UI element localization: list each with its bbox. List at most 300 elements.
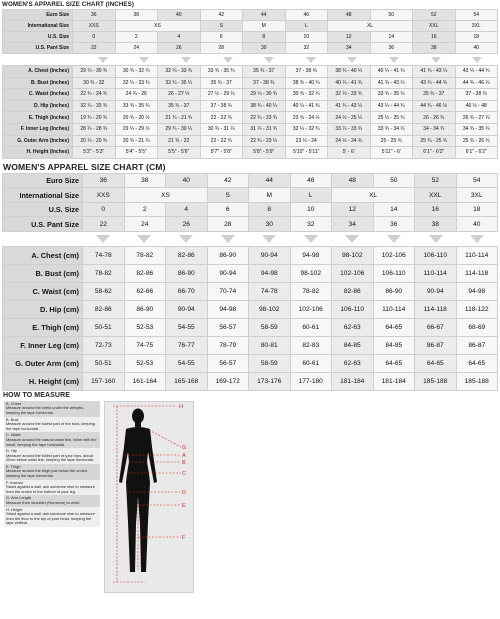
measurement-cell: 74-78 — [83, 246, 125, 264]
cm-arrow-row — [2, 232, 498, 246]
inches-arrow-row — [2, 54, 498, 65]
measurement-cell: 43 ¼ - 44 ¾ — [370, 100, 413, 112]
size-cell: 10 — [290, 202, 332, 217]
measurement-cell: 165-168 — [166, 372, 208, 390]
measurement-cell: 35 ¾ - 37 — [158, 100, 201, 112]
measurement-cell: 40 ¼ - 41 ¾ — [328, 77, 371, 89]
measurement-cell: 78-82 — [83, 264, 125, 282]
measurement-cell: 5'2" - 5'3" — [73, 147, 116, 159]
measurement-cell: 24 ½ - 24 ¾ — [328, 135, 371, 147]
measurement-label: A. Chest (Inches) — [3, 66, 73, 78]
measurement-cell: 82-86 — [83, 300, 125, 318]
size-cell: 28 — [207, 217, 249, 232]
measurement-cell: 25 ¾ - 25 ¾ — [413, 135, 456, 147]
size-cell: 8 — [249, 202, 291, 217]
size-cell: 52 — [415, 173, 457, 188]
measurement-cell: 21 ¾ - 22 — [158, 135, 201, 147]
measurement-cell: 32 ¼ - 33 ¾ — [73, 100, 116, 112]
measurement-cell: 22 ¾ - 23 ¾ — [243, 112, 286, 124]
measurement-cell: 68-69 — [456, 318, 498, 336]
measurement-cell: 29 ¼ - 30 ¾ — [73, 66, 116, 78]
measurement-cell: 98-102 — [249, 300, 291, 318]
size-cell: 34 — [332, 217, 374, 232]
measurement-cell: 52-53 — [124, 318, 166, 336]
measurement-cell: 24 ¾ - 26 — [115, 89, 158, 101]
measurement-cell: 30 ¾ - 31 ¼ — [200, 123, 243, 135]
measurement-cell: 58-59 — [249, 354, 291, 372]
size-cell: 50 — [370, 10, 413, 21]
inches-chart-title: WOMEN'S APPAREL SIZE CHART (INCHES) — [2, 1, 135, 8]
legend-item-name: G. Arm Length — [6, 495, 32, 501]
measurement-cell: 29 ¾ - 30 ¼ — [158, 123, 201, 135]
measurement-cell: 185-188 — [456, 372, 498, 390]
measurement-cell: 38 ¾ - 40 ¼ — [285, 77, 328, 89]
size-cell: 0 — [73, 32, 116, 43]
measurement-cell: 66-67 — [415, 318, 457, 336]
measurement-cell: 62-63 — [332, 318, 374, 336]
measurement-row — [3, 100, 498, 112]
size-header-row — [3, 188, 498, 203]
measurement-cell: 78-79 — [207, 336, 249, 354]
measurement-cell: 30 ¾ - 32 ¼ — [115, 66, 158, 78]
how-to-measure-title: HOW TO MEASURE — [3, 391, 70, 399]
measurement-cell: 5'11" - 6' — [370, 147, 413, 159]
measurement-cell: 76-77 — [166, 336, 208, 354]
size-cell: XXL — [415, 188, 457, 203]
size-cell: 12 — [332, 202, 374, 217]
size-cell: 46 — [290, 173, 332, 188]
measurement-cell: 181-184 — [373, 372, 415, 390]
size-cell: M — [243, 21, 286, 32]
measurement-cell: 20 ¾ - 21 ¼ — [115, 135, 158, 147]
size-header-row — [3, 217, 498, 232]
measurement-cell: 94-98 — [290, 246, 332, 264]
size-header-row — [3, 32, 498, 43]
size-cell: 38 — [415, 217, 457, 232]
legend-item-name: H. Height — [6, 506, 23, 512]
measurement-cell: 22 ¾ - 24 ¾ — [73, 89, 116, 101]
measurement-cell: 26 - 26 ¾ — [413, 112, 456, 124]
measurement-cell: 5'5" - 5'6" — [158, 147, 201, 159]
measurement-cell: 177-180 — [290, 372, 332, 390]
marker-g: G — [182, 444, 187, 451]
measurement-cell: 58-59 — [249, 318, 291, 336]
measurement-cell: 46 ½ - 48 — [455, 100, 498, 112]
measurement-cell: 72-73 — [83, 336, 125, 354]
measurement-cell: 41 ¾ - 43 ¼ — [413, 66, 456, 78]
legend-item-text: Measure around the thigh just below the crotch, keeping the tape horizontal. — [6, 468, 88, 479]
marker-a: A — [182, 452, 186, 459]
size-cell: 6 — [207, 202, 249, 217]
measurement-cell: 21 ¾ - 21 ¾ — [158, 112, 201, 124]
measurement-cell: 106-110 — [373, 264, 415, 282]
size-cell: 36 — [73, 10, 116, 21]
size-cell: S — [207, 188, 249, 203]
measurement-label: H. Height (cm) — [3, 372, 83, 390]
size-cell: 8 — [243, 32, 286, 43]
measurement-row — [3, 372, 498, 390]
size-cell: 42 — [207, 173, 249, 188]
measurement-label: H. Height (Inches) — [3, 147, 73, 159]
legend-item — [4, 448, 100, 464]
size-cell: 44 — [249, 173, 291, 188]
legend-item-text: Stand against a wall, ask someone else to measure from the floor to the top of your head, keeping the tape vertical. — [6, 511, 95, 526]
measurement-cell: 43 ¼ - 44 ¾ — [413, 77, 456, 89]
measurement-cell: 64-65 — [373, 318, 415, 336]
legend-item-name: B. Bust — [6, 416, 19, 422]
measurement-row — [3, 66, 498, 78]
cm-measurement-table — [2, 246, 498, 391]
measurement-cell: 90-94 — [207, 264, 249, 282]
size-cell: 40 — [166, 173, 208, 188]
row-label: U.S. Pant Size — [3, 43, 73, 54]
measurement-row — [3, 246, 498, 264]
how-to-measure-section — [2, 401, 498, 597]
measurement-row — [3, 89, 498, 101]
measurement-cell: 32 ¼ - 33 ¾ — [115, 77, 158, 89]
measurement-label: C. Waist (Inches) — [3, 89, 73, 101]
measurement-cell: 98-102 — [332, 246, 374, 264]
legend-item-name: C. Waist — [6, 432, 21, 438]
size-cell: 36 — [373, 217, 415, 232]
inches-measurement-table — [2, 65, 498, 159]
measurement-cell: 106-110 — [332, 300, 374, 318]
measurement-cell: 33 ¼ - 33 ¾ — [328, 123, 371, 135]
measurement-cell: 78-82 — [290, 282, 332, 300]
size-cell: 14 — [370, 32, 413, 43]
measurement-label: E. Thigh (Inches) — [3, 112, 73, 124]
row-label: International Size — [3, 188, 83, 203]
measurement-cell: 22 ¾ - 23 ¼ — [243, 135, 286, 147]
measurement-cell: 5' - 6' — [328, 147, 371, 159]
measurement-cell: 86-90 — [166, 264, 208, 282]
size-cell: XS — [115, 21, 200, 32]
measurement-cell: 169-172 — [207, 372, 249, 390]
size-cell: 0 — [83, 202, 125, 217]
measurement-cell: 62-63 — [332, 354, 374, 372]
legend-item-name: F. Inseam — [6, 479, 23, 485]
size-cell: XL — [332, 188, 415, 203]
measurement-cell: 84-85 — [373, 336, 415, 354]
marker-b: B — [182, 459, 186, 466]
size-cell: 38 — [413, 43, 456, 54]
size-cell: 4 — [158, 32, 201, 43]
measurement-label: G. Outer Arm (cm) — [3, 354, 83, 372]
size-cell: 54 — [456, 173, 498, 188]
size-cell: 2 — [124, 202, 166, 217]
measurement-cell: 102-106 — [290, 300, 332, 318]
size-cell: 54 — [455, 10, 498, 21]
measurement-cell: 70-74 — [207, 282, 249, 300]
measurement-row — [3, 147, 498, 159]
measurement-cell: 44 ¾ - 46 ½ — [413, 100, 456, 112]
measurement-cell: 30 ¾ - 32 ¼ — [285, 89, 328, 101]
measurement-cell: 173-176 — [249, 372, 291, 390]
size-cell: L — [285, 21, 328, 32]
measurement-cell: 185-188 — [415, 372, 457, 390]
size-cell: 50 — [373, 173, 415, 188]
size-cell: 28 — [200, 43, 243, 54]
measurement-row — [3, 264, 498, 282]
measurement-cell: 32 ¼ - 33 ¾ — [328, 89, 371, 101]
legend-item — [4, 507, 100, 527]
measurement-cell: 35 ¾ - 37 — [413, 89, 456, 101]
measurement-label: D. Hip (Inches) — [3, 100, 73, 112]
size-cell: 36 — [370, 43, 413, 54]
size-cell: 32 — [290, 217, 332, 232]
measurement-label: C. Waist (cm) — [3, 282, 83, 300]
measurement-cell: 5'7" - 5'8" — [200, 147, 243, 159]
measurement-cell: 37 - 38 ¾ — [243, 77, 286, 89]
measurement-row — [3, 300, 498, 318]
measure-legend — [4, 401, 100, 591]
measurement-cell: 26 ¾ - 27 ¼ — [455, 112, 498, 124]
measurement-cell: 33 ¾ - 35 ¾ — [115, 100, 158, 112]
size-cell: L — [290, 188, 332, 203]
measurement-cell: 64-65 — [456, 354, 498, 372]
row-label: U.S. Size — [3, 202, 83, 217]
size-cell: 10 — [285, 32, 328, 43]
measurement-cell: 110-114 — [415, 264, 457, 282]
measurement-cell: 22 - 22 ¾ — [200, 135, 243, 147]
size-cell: 22 — [73, 43, 116, 54]
measurement-cell: 25 - 25 ¾ — [370, 135, 413, 147]
measurement-row — [3, 354, 498, 372]
size-cell: XL — [328, 21, 413, 32]
legend-item-name: D. Hip — [6, 448, 17, 454]
measurement-cell: 78-82 — [124, 246, 166, 264]
size-cell: 46 — [285, 10, 328, 21]
measurement-cell: 90-94 — [249, 246, 291, 264]
measurement-cell: 24 ½ - 25 ¼ — [328, 112, 371, 124]
measurement-cell: 33 ¾ - 35 ¼ — [158, 77, 201, 89]
measurement-row — [3, 336, 498, 354]
measurement-cell: 56-57 — [207, 318, 249, 336]
size-cell: 34 — [328, 43, 371, 54]
measurement-cell: 32 ¼ - 32 ¾ — [285, 123, 328, 135]
measurement-cell: 27 ½ - 29 ¼ — [200, 89, 243, 101]
legend-item-name: A. Chest — [6, 400, 21, 406]
marker-d: D — [182, 489, 186, 496]
legend-item-text: Measure around the natural waist line, inline with the navel, keeping the tape horizontal. — [6, 436, 97, 447]
legend-item-text: Measure around the fullest part of your hips, about 20cm below waist line, keeping the tape horizontal. — [6, 452, 94, 463]
measurement-cell: 6'1" - 6'2" — [455, 147, 498, 159]
measurement-cell: 22 - 22 ¾ — [200, 112, 243, 124]
measurement-label: B. Bust (cm) — [3, 264, 83, 282]
size-header-row — [3, 21, 498, 32]
legend-item-name: E. Thigh — [6, 463, 21, 469]
size-cell: 3XL — [455, 21, 498, 32]
measurement-cell: 161-164 — [124, 372, 166, 390]
measurement-cell: 66-70 — [166, 282, 208, 300]
measurement-cell: 34 - 34 ¾ — [413, 123, 456, 135]
size-cell: 18 — [456, 202, 498, 217]
row-label: Euro Size — [3, 10, 73, 21]
measurement-cell: 64-65 — [373, 354, 415, 372]
size-cell: 38 — [115, 10, 158, 21]
size-cell: 16 — [413, 32, 456, 43]
measurement-cell: 38 ¾ - 40 ¼ — [243, 100, 286, 112]
size-cell: 12 — [328, 32, 371, 43]
size-cell: XXL — [413, 21, 456, 32]
marker-f: F — [182, 534, 186, 541]
size-cell: 4 — [166, 202, 208, 217]
measurement-cell: 52-53 — [124, 354, 166, 372]
size-header-row — [3, 202, 498, 217]
body-figure — [104, 401, 194, 593]
row-label: International Size — [3, 21, 73, 32]
measurement-cell: 80-81 — [249, 336, 291, 354]
measurement-cell: 41 ¾ - 43 ¼ — [328, 100, 371, 112]
measurement-cell: 33 ¾ - 35 ¾ — [200, 66, 243, 78]
measurement-label: F. Inner Leg (cm) — [3, 336, 83, 354]
measurement-cell: 29 ¼ - 29 ½ — [115, 123, 158, 135]
measurement-cell: 60-61 — [290, 354, 332, 372]
measurement-cell: 37 - 38 ¾ — [455, 89, 498, 101]
measurement-cell: 110-114 — [456, 246, 498, 264]
measurement-cell: 50-51 — [83, 354, 125, 372]
measurement-cell: 54-55 — [166, 354, 208, 372]
measurement-cell: 82-83 — [290, 336, 332, 354]
measurement-label: D. Hip (cm) — [3, 300, 83, 318]
size-cell: 48 — [332, 173, 374, 188]
measurement-cell: 86-90 — [207, 246, 249, 264]
measurement-cell: 54-55 — [166, 318, 208, 336]
size-cell: 26 — [166, 217, 208, 232]
measurement-cell: 74-75 — [124, 336, 166, 354]
inches-size-table — [2, 9, 498, 54]
measurement-cell: 20 ¾ - 20 ½ — [115, 112, 158, 124]
measurement-cell: 86-87 — [456, 336, 498, 354]
legend-item — [4, 495, 100, 506]
cm-size-table — [2, 173, 498, 232]
size-cell: 24 — [124, 217, 166, 232]
marker-e: E — [182, 502, 186, 509]
measurement-label: E. Thigh (cm) — [3, 318, 83, 336]
measurement-cell: 5'4" - 5'5" — [115, 147, 158, 159]
measurement-cell: 50-51 — [83, 318, 125, 336]
size-cell: 26 — [158, 43, 201, 54]
measurement-row — [3, 112, 498, 124]
measurement-cell: 106-110 — [415, 246, 457, 264]
measurement-label: F. Inner Leg (Inches) — [3, 123, 73, 135]
measurement-cell: 5'10" - 5'11" — [285, 147, 328, 159]
measurement-cell: 56-57 — [207, 354, 249, 372]
size-cell: 40 — [158, 10, 201, 21]
measurement-cell: 90-94 — [166, 300, 208, 318]
legend-item — [4, 401, 100, 417]
measurement-row — [3, 135, 498, 147]
measurement-cell: 35 ¾ - 37 — [200, 77, 243, 89]
measurement-cell: 37 - 38 ¾ — [285, 66, 328, 78]
measurement-cell: 40 ¼ - 41 ¾ — [285, 100, 328, 112]
measurement-row — [3, 77, 498, 89]
size-cell: 22 — [83, 217, 125, 232]
measurement-cell: 44 ¾ - 46 ¼ — [455, 77, 498, 89]
size-header-row — [3, 10, 498, 21]
size-cell: 36 — [83, 173, 125, 188]
legend-item-text: Measure around the chest under the armpits, keeping the tape horizontal. — [6, 405, 84, 415]
measurement-cell: 82-86 — [332, 282, 374, 300]
size-cell: 42 — [200, 10, 243, 21]
measurement-cell: 82-86 — [166, 246, 208, 264]
measurement-label: A. Chest (cm) — [3, 246, 83, 264]
measurement-cell: 25 ¾ - 26 ¼ — [455, 135, 498, 147]
measurement-cell: 86-90 — [124, 300, 166, 318]
legend-item — [4, 480, 100, 496]
measurement-cell: 94-98 — [249, 264, 291, 282]
measurement-cell: 23 ¼ - 24 — [285, 135, 328, 147]
measurement-cell: 31 ¼ - 31 ¾ — [243, 123, 286, 135]
measurement-cell: 94-98 — [207, 300, 249, 318]
size-cell: 32 — [285, 43, 328, 54]
size-header-row — [3, 173, 498, 188]
measurement-label: G. Outer Arm (Inches) — [3, 135, 73, 147]
measurement-cell: 60-61 — [290, 318, 332, 336]
measurement-cell: 37 - 38 ¾ — [200, 100, 243, 112]
measurement-cell: 40 ¼ - 41 ¾ — [370, 66, 413, 78]
measurement-cell: 20 ¼ - 20 ¾ — [73, 135, 116, 147]
measurement-cell: 32 ¼ - 33 ¾ — [158, 66, 201, 78]
measurement-cell: 6'1" - 6'2" — [413, 147, 456, 159]
size-cell: 40 — [456, 217, 498, 232]
size-header-row — [3, 43, 498, 54]
measurement-cell: 86-87 — [415, 336, 457, 354]
size-cell: 44 — [243, 10, 286, 21]
measurement-cell: 181-184 — [332, 372, 374, 390]
legend-item-text: Measure around the fullest part of the bust, keeping the tape horizontal. — [6, 421, 95, 431]
measurement-cell: 33 ¾ - 35 ¼ — [370, 89, 413, 101]
size-cell: 40 — [455, 43, 498, 54]
size-cell: 2 — [115, 32, 158, 43]
row-label: U.S. Size — [3, 32, 73, 43]
measurement-cell: 28 ¼ - 28 ¾ — [73, 123, 116, 135]
measurement-cell: 29 ¼ - 30 ¾ — [243, 89, 286, 101]
measurement-cell: 157-160 — [83, 372, 125, 390]
legend-item-text: Measure from shoulder (Humerus) to wrist. — [6, 500, 80, 506]
size-cell: S — [200, 21, 243, 32]
size-cell: 6 — [200, 32, 243, 43]
size-cell: 24 — [115, 43, 158, 54]
measurement-cell: 5'8" - 5'9" — [243, 147, 286, 159]
measurement-cell: 30 ¾ - 32 — [73, 77, 116, 89]
measurement-cell: 114-118 — [456, 264, 498, 282]
measurement-cell: 102-106 — [373, 246, 415, 264]
size-cell: 16 — [415, 202, 457, 217]
size-cell: XS — [124, 188, 207, 203]
size-cell: 14 — [373, 202, 415, 217]
measurement-cell: 33 ¾ - 34 ¼ — [370, 123, 413, 135]
measurement-cell: 110-114 — [373, 300, 415, 318]
size-cell: 38 — [124, 173, 166, 188]
measurement-cell: 84-85 — [332, 336, 374, 354]
legend-item-text: Stand against a wall, ask someone else to measure from the crotch to the bottom of your leg. — [6, 484, 95, 494]
measurement-cell: 25 ½ - 25 ¾ — [370, 112, 413, 124]
measurement-row — [3, 318, 498, 336]
measurement-cell: 64-65 — [415, 354, 457, 372]
size-cell: 30 — [249, 217, 291, 232]
measurement-cell: 41 ¾ - 43 ¼ — [370, 77, 413, 89]
measurement-cell: 23 ¾ - 24 ½ — [285, 112, 328, 124]
marker-h: H — [179, 403, 183, 410]
measurement-cell: 26 - 27 ½ — [158, 89, 201, 101]
measurement-cell: 90-94 — [415, 282, 457, 300]
legend-item — [4, 464, 100, 480]
marker-c: C — [182, 470, 186, 477]
measurement-cell: 82-86 — [124, 264, 166, 282]
measurement-row — [3, 282, 498, 300]
cm-chart-title: WOMEN'S APPAREL SIZE CHART (CM) — [3, 161, 166, 172]
